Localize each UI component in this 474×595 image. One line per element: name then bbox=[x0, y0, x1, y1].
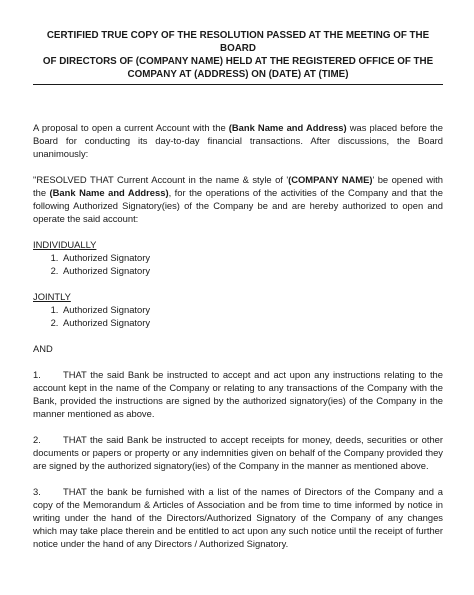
title-line-3: COMPANY AT (ADDRESS) ON (DATE) AT (TIME) bbox=[127, 69, 349, 80]
clause-number: 1. bbox=[33, 369, 41, 380]
resolved-text-mid: ' be opened with the bbox=[33, 174, 443, 198]
clause-3 bbox=[33, 485, 443, 550]
intro-text-end: was placed before the Board for conducting its day-to-day financial transactions. After discussions, the Board unanimously: bbox=[33, 122, 443, 159]
clause-text: THAT the bank be furnished with a list of the names of Directors of the Company and a copy of the Memorandum & Articles of Association and be from time to time informed by notice in writing under the hand of the Directors/Authorized Signatory of the Company of any changes which may take place therein and be entitled to act upon any such notice until the receipt of further notice under the hand of any Directors / Authorized Signatory. bbox=[33, 486, 443, 549]
and-label: AND bbox=[33, 343, 53, 354]
resolved-bank-placeholder: (Bank Name and Address) bbox=[49, 187, 169, 198]
resolved-paragraph bbox=[33, 173, 443, 225]
document-page bbox=[0, 29, 474, 595]
intro-bank-placeholder: (Bank Name and Address) bbox=[228, 122, 347, 133]
clause-number: 3. bbox=[33, 486, 41, 497]
jointly-signatory-list bbox=[33, 303, 443, 329]
clause-number: 2. bbox=[33, 434, 41, 445]
title-line-2: OF DIRECTORS OF (COMPANY NAME) HELD AT THE REGISTERED OFFICE OF THE bbox=[42, 56, 434, 67]
resolved-text-end: , for the operations of the activities of the Company and that the following Authorized Signatory(ies) of the Company be and are hereby authorized to open and operate the said account: bbox=[33, 187, 443, 224]
list-item: 2. Authorized Signatory bbox=[61, 316, 443, 329]
list-item: 2. Authorized Signatory bbox=[61, 264, 443, 277]
jointly-heading: JOINTLY bbox=[33, 291, 71, 302]
title-line-1: CERTIFIED TRUE COPY OF THE RESOLUTION PASSED AT THE MEETING OF THE BOARD bbox=[46, 30, 430, 54]
document-title bbox=[33, 29, 443, 81]
resolved-text-start: "RESOLVED THAT Current Account in the name & style of ' bbox=[33, 174, 289, 185]
intro-text-start: A proposal to open a current Account with the bbox=[33, 122, 229, 133]
clause-1 bbox=[33, 368, 443, 420]
clause-2 bbox=[33, 433, 443, 472]
list-item: 1. Authorized Signatory bbox=[61, 251, 443, 264]
clause-text: THAT the said Bank be instructed to accept and act upon any instructions relating to the account kept in the name of the Company or relating to any transactions of the Company with the Bank, provided the instructions are signed by the authorized signatory(ies) of the Company in the manner mentioned as above. bbox=[33, 369, 443, 419]
jointly-section bbox=[33, 290, 443, 329]
clause-text: THAT the said Bank be instructed to accept receipts for money, deeds, securities or other documents or papers or property or any indemnities given on behalf of the Company provided they are signed by the authorized signatory(ies) of the Company in the manner as mentioned above. bbox=[33, 434, 443, 471]
intro-paragraph bbox=[33, 121, 443, 160]
list-item: 1. Authorized Signatory bbox=[61, 303, 443, 316]
resolved-company-placeholder: (COMPANY NAME) bbox=[288, 174, 373, 185]
title-divider bbox=[33, 84, 443, 85]
individually-signatory-list bbox=[33, 251, 443, 277]
individually-heading: INDIVIDUALLY bbox=[33, 239, 97, 250]
individually-section bbox=[33, 238, 443, 277]
